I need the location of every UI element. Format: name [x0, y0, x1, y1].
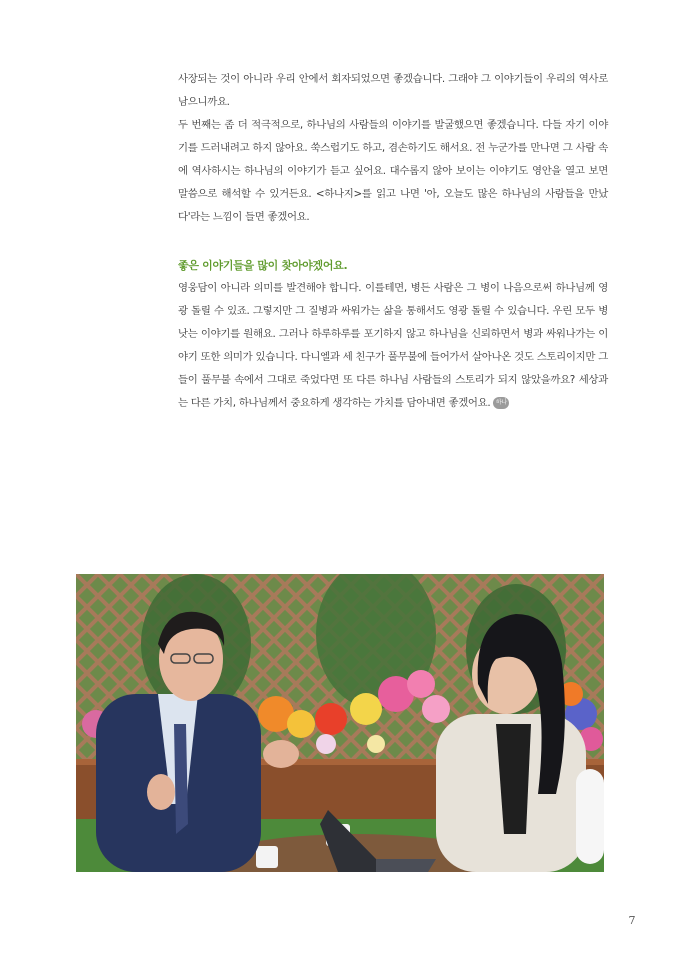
page-number: 7	[628, 914, 636, 927]
end-mark-icon: 하나	[493, 397, 509, 409]
paragraph-1: 사장되는 것이 아니라 우리 안에서 회자되었으면 좋겠습니다. 그래야 그 이야기들이 우리의 역사로 남으니까요.	[178, 73, 608, 108]
section-heading: 좋은 이야기들을 많이 찾아야겠어요.	[178, 259, 348, 272]
interview-photo	[76, 574, 604, 872]
paragraph-3-text: 영웅담이 아니라 의미를 발견해야 합니다. 이를테면, 병든 사람은 그 병이 나음으로써 하나님께 영광 돌릴 수 있죠. 그렇지만 그 질병과 싸워가는 삶을 통해서도 영광 돌릴 수 있습니다. 우린 모두 병 낫는 이야기를 원해요. 그러나 하루하루를 포기하지 않고 하나님을 신뢰하면서 병과 싸워나가는 이야기 또한 의미가 있습니다. 다니엘과 세 친구가 풀무불에 들어가서 살아나온 것도 스토리이지만 그들이 풀무불 속에서 그대로 죽었다면 또 다른 하나님 사람들의 스토리가 되지 않았을까요? 세상과는 다른 가치, 하나님께서 중요하게 생각하는 가치를 담아내면 좋겠어요.	[178, 282, 608, 409]
paragraph-3	[178, 277, 608, 415]
paragraph-2: 두 번째는 좀 더 적극적으로, 하나님의 사람들의 이야기를 발굴했으면 좋겠습니다. 다들 자기 이야기를 드러내려고 하지 않아요. 쑥스럽기도 하고, 겸손하기도 해서요. 전 누군가를 만나면 그 사람 속에 역사하시는 하나님의 이야기가 듣고 싶어요. 대수롭지 않아 보이는 이야기도 영안을 열고 보면 말씀으로 해석할 수 있거든요. <하나지>를 읽고 나면 '아, 오늘도 많은 하나님의 사람들을 만났다'라는 느낌이 들면 좋겠어요.	[178, 119, 608, 223]
article-body	[178, 68, 608, 415]
